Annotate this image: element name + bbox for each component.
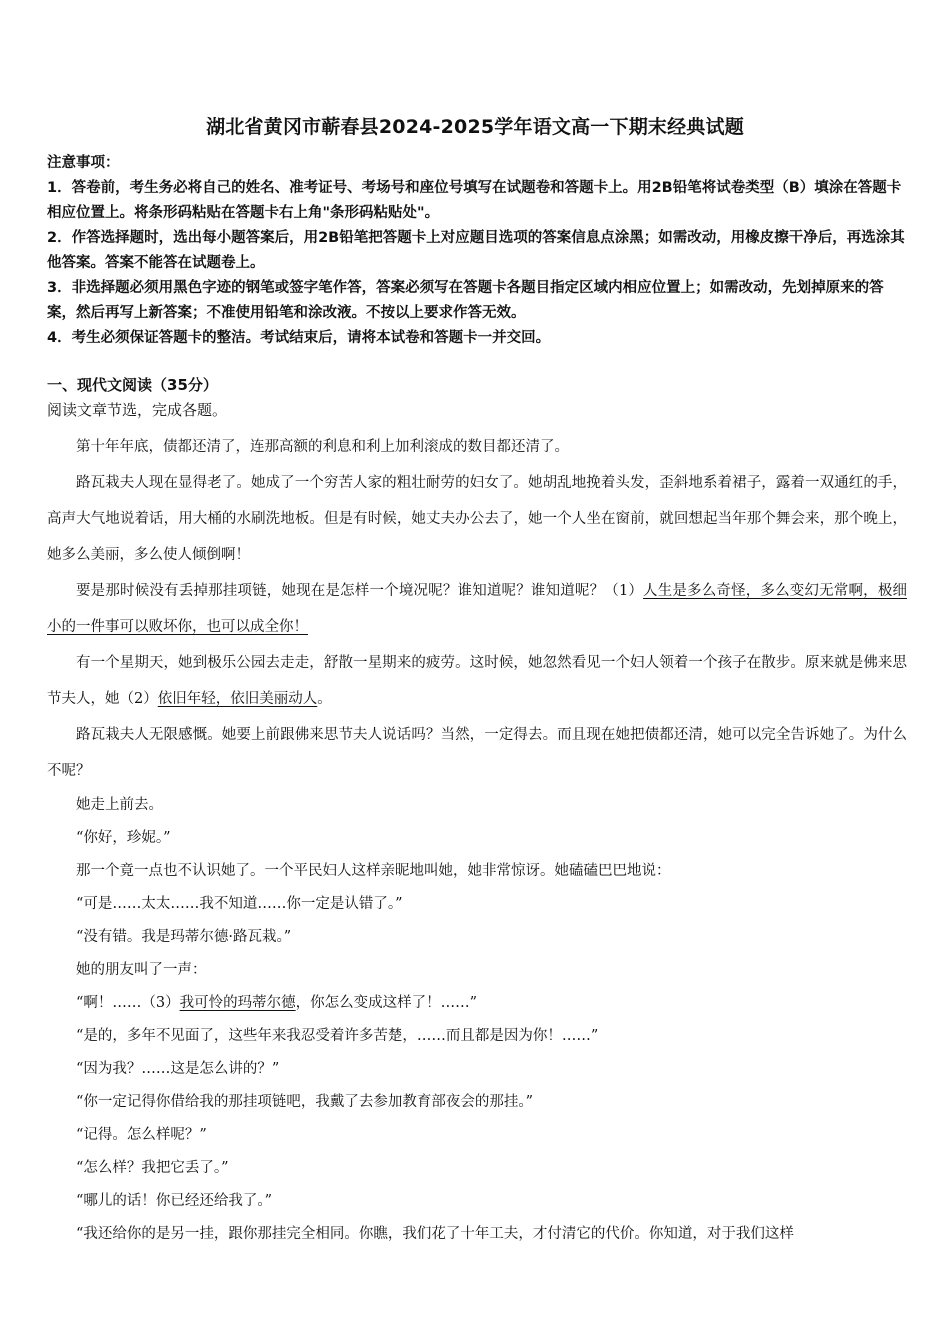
notice-item-2: 2．作答选择题时，选出每小题答案后，用2B铅笔把答题卡上对应题目选项的答案信息点涂黑；如需改动，用橡皮擦干净后，再选涂其他答案。答案不能答在试题卷上。 (47, 230, 905, 271)
passage-text: ，你怎么变成这样了！……” (295, 995, 478, 1011)
dialogue-line: “你好，珍妮。” (76, 830, 171, 846)
dialogue-line: “你一定记得你借给我的那挂项链吧，我戴了去参加教育部夜会的那挂。” (76, 1094, 534, 1110)
dialogue-line: “记得。怎么样呢？” (76, 1127, 207, 1143)
dialogue-line: “是的，多年不见面了，这些年来我忍受着许多苦楚，……而且都是因为你！……” (76, 1028, 599, 1044)
underlined-sentence-1: 人生是多么奇怪，多么变幻无常啊，极细小的一件事可以败坏你，也可以成全你！ (47, 583, 907, 635)
passage-paragraph: 她的朋友叫了一声： (76, 962, 207, 978)
passage-paragraph (47, 573, 907, 645)
dialogue-line (47, 987, 907, 1020)
dialogue-line: “我还给你的是另一挂，跟你那挂完全相同。你瞧，我们花了十年工夫，才付清它的代价。你知道，对于我们这样 (76, 1226, 794, 1242)
notice-item-3: 3．非选择题必须用黑色字迹的钢笔或签字笔作答，答案必须写在答题卡各题目指定区域内相应位置上；如需改动，先划掉原来的答案，然后再写上新答案；不准使用铅笔和涂改液。不按以上要求作答无效。 (47, 280, 884, 321)
section-header (47, 373, 907, 423)
underlined-sentence-3: 我可怜的玛蒂尔德 (179, 995, 296, 1011)
passage-paragraph (47, 645, 907, 717)
passage-paragraph: 路瓦栽夫人现在显得老了。她成了一个穷苦人家的粗壮耐劳的妇女了。她胡乱地挽着头发，歪斜地系着裙子，露着一双通红的手，高声大气地说着话，用大桶的水刷洗地板。但是有时候，她丈夫办公去了，她一个人坐在窗前，就回想起当年那个舞会来，那个晚上，她多么美丽，多么使人倾倒啊！ (47, 475, 907, 563)
passage-text: “啊！……（3） (76, 995, 180, 1011)
dialogue-line: “可是……太太……我不知道……你一定是认错了。” (76, 896, 403, 912)
passage-paragraph: 第十年年底，债都还清了，连那高额的利息和利上加利滚成的数目都还清了。 (76, 439, 569, 455)
notice-block (47, 151, 907, 351)
dialogue-line: “哪儿的话！你已经还给我了。” (76, 1193, 273, 1209)
dialogue-line: “没有错。我是玛蒂尔德·路瓦栽。” (76, 929, 292, 945)
passage-text: 要是那时候没有丢掉那挂项链，她现在是怎样一个境况呢？谁知道呢？谁知道呢？（1） (76, 583, 644, 599)
passage-paragraph: 那一个竟一点也不认识她了。一个平民妇人这样亲昵地叫她，她非常惊讶。她磕磕巴巴地说： (76, 863, 671, 879)
underlined-sentence-2: 依旧年轻，依旧美丽动人 (157, 691, 318, 707)
section-instruction: 阅读文章节选，完成各题。 (47, 401, 228, 419)
dialogue-line: “怎么样？我把它丢了。” (76, 1160, 229, 1176)
exam-title: 湖北省黄冈市蕲春县2024-2025学年语文高一下期末经典试题 (206, 116, 744, 138)
section-title: 一、现代文阅读（35分） (47, 376, 218, 394)
passage-text: 。 (317, 691, 332, 707)
notice-item-1: 1．答卷前，考生务必将自己的姓名、准考证号、考场号和座位号填写在试题卷和答题卡上。用2B铅笔将试卷类型（B）填涂在答题卡相应位置上。将条形码粘贴在答题卡右上角"条形码粘贴处"。 (47, 180, 902, 221)
notice-item-4: 4．考生必须保证答题卡的整洁。考试结束后，请将本试卷和答题卡一并交回。 (47, 330, 551, 346)
passage-paragraph: 她走上前去。 (76, 797, 163, 813)
reading-passage (47, 429, 907, 1251)
passage-paragraph: 路瓦栽夫人无限感慨。她要上前跟佛来思节夫人说话吗？当然，一定得去。而且现在她把债都还清，她可以完全告诉她了。为什么不呢？ (47, 727, 907, 779)
passage-text: 有一个星期天，她到极乐公园去走走，舒散一星期来的疲劳。这时候，她忽然看见一个妇人领着一个孩子在散步。原来就是佛来思节夫人，她（2） (47, 655, 907, 707)
notice-heading: 注意事项： (47, 155, 120, 171)
dialogue-line: “因为我？……这是怎么讲的？” (76, 1061, 280, 1077)
